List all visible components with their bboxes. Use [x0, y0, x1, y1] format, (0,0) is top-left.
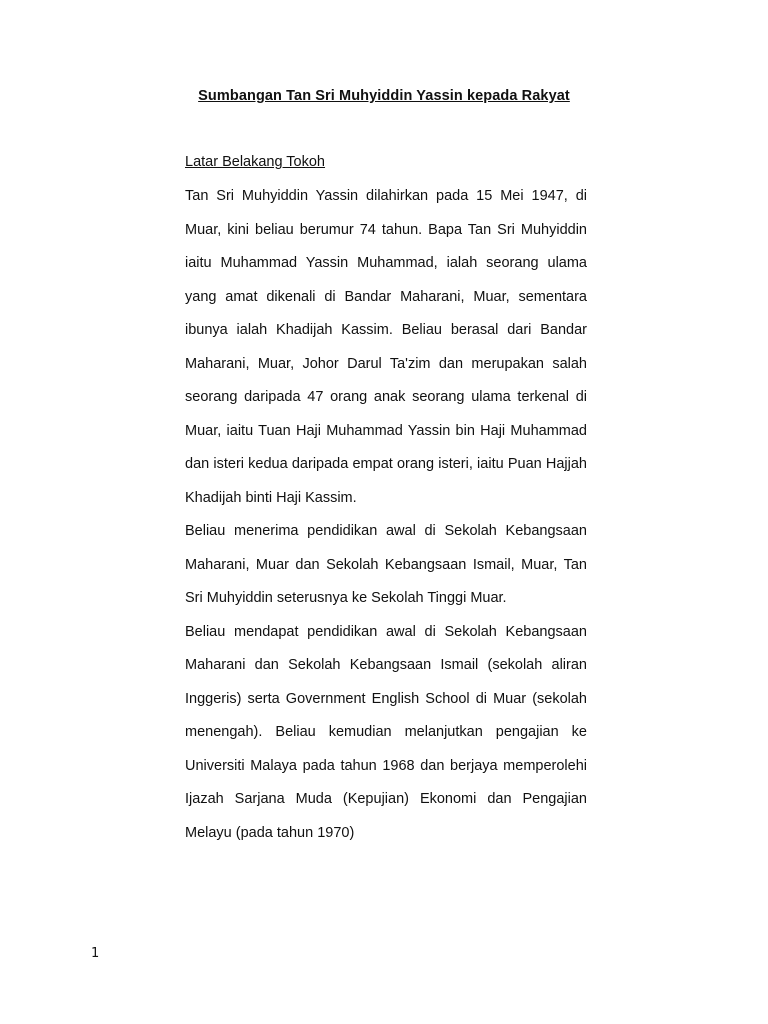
page-number: 1: [91, 946, 100, 961]
body-text: [185, 180, 587, 850]
document-title: Sumbangan Tan Sri Muhyiddin Yassin kepada Rakyat: [198, 88, 570, 104]
paragraph-early-education: Beliau menerima pendidikan awal di Sekolah Kebangsaan Maharani, Muar dan Sekolah Kebangsaan Ismail, Muar, Tan Sri Muhyiddin seterusnya ke Sekolah Tinggi Muar.: [185, 523, 587, 606]
paragraph-education: Beliau mendapat pendidikan awal di Sekolah Kebangsaan Maharani dan Sekolah Kebangsaan Ismail (sekolah aliran Inggeris) serta Government English School di Muar (sekolah menengah). Beliau kemudian melanjutkan pengajian ke Universiti Malaya pada tahun 1968 dan berjaya memperolehi Ijazah Sarjana Muda (Kepujian) Ekonomi dan Pengajian Melayu (pada tahun 1970): [185, 623, 587, 841]
paragraph-background: Tan Sri Muhyiddin Yassin dilahirkan pada 15 Mei 1947, di Muar, kini beliau berumur 74 tahun. Bapa Tan Sri Muhyiddin iaitu Muhammad Yassin Muhammad, ialah seorang ulama yang amat dikenali di Bandar Maharani, Muar, sementara ibunya ialah Khadijah Kassim. Beliau berasal dari Bandar Maharani, Muar, Johor Darul Ta'zim dan merupakan salah seorang daripada 47 orang anak seorang ulama terkenal di Muar, iaitu Tuan Haji Muhammad Yassin bin Haji Muhammad dan isteri kedua daripada empat orang isteri, iaitu Puan Hajjah Khadijah binti Haji Kassim.: [185, 188, 587, 506]
section-heading: Latar Belakang Tokoh: [185, 154, 326, 170]
